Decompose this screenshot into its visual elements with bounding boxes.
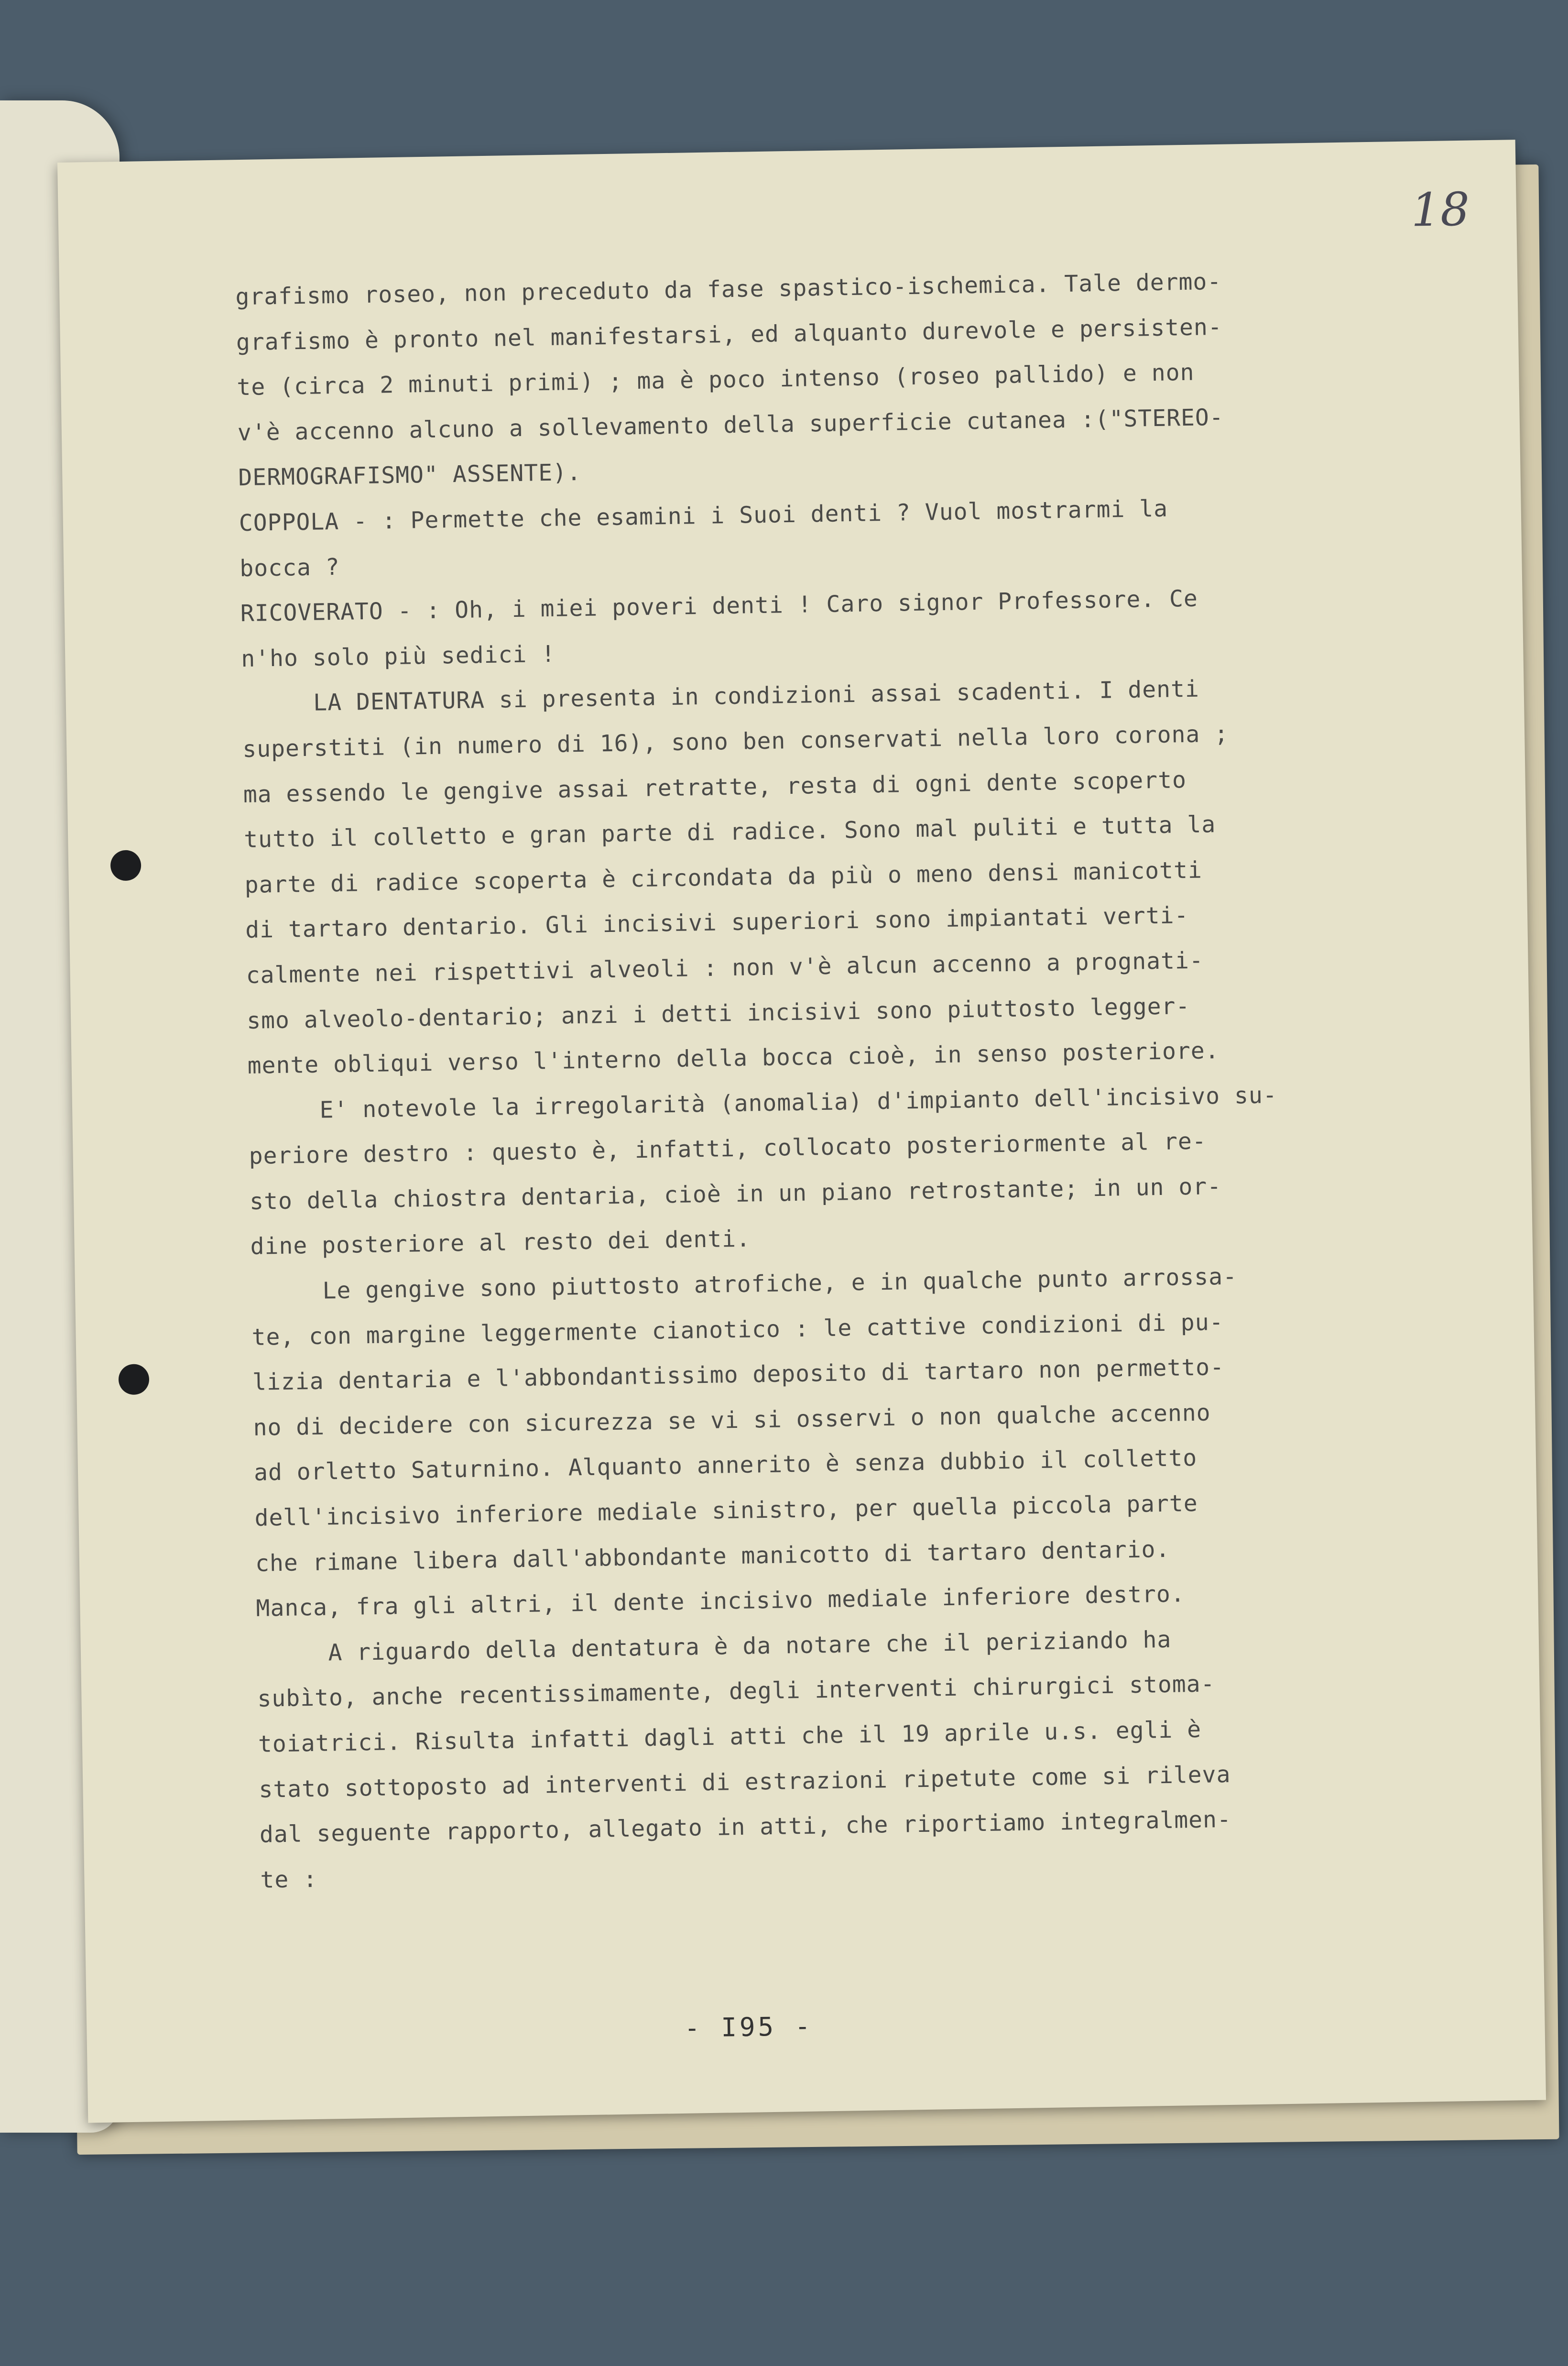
body-text: [235, 255, 1503, 1903]
text-line: superstiti (in numero di 16), sono ben conservati nella loro corona ;: [242, 720, 1229, 763]
text-line: dal seguente rapporto, allegato in atti, che riportiamo integralmen-: [259, 1806, 1232, 1848]
text-line: te, con margine leggermente cianotico : le cattive condizioni di pu-: [251, 1308, 1224, 1351]
typewritten-page: [57, 140, 1546, 2123]
text-line: subìto, anche recentissimamente, degli interventi chirurgici stoma-: [257, 1670, 1215, 1713]
text-line: sto della chiostra dentaria, cioè in un piano retrostante; in un or-: [249, 1172, 1222, 1215]
text-line: te (circa 2 minuti primi) ; ma è poco intenso (roseo pallido) e non: [236, 359, 1195, 401]
page-number: - I95 -: [684, 2011, 814, 2043]
text-line: lizia dentaria e l'abbondantissimo deposito di tartaro non permetto-: [252, 1354, 1225, 1396]
text-line: che rimane libera dall'abbondante manicotto di tartaro dentario.: [255, 1535, 1170, 1577]
text-line: Le gengive sono piuttosto atrofiche, e in qualche punto arrossa-: [250, 1263, 1238, 1305]
text-line: ad orletto Saturnino. Alquanto annerito è senza dubbio il colletto: [253, 1445, 1198, 1487]
text-line: ma essendo le gengive assai retratte, resta di ogni dente scoperto: [243, 766, 1187, 808]
text-line: E' notevole la irregolarità (anomalia) d'impianto dell'incisivo su-: [248, 1081, 1278, 1125]
text-line: grafismo roseo, non preceduto da fase spastico-ischemica. Tale dermo-: [235, 268, 1222, 311]
text-line: toiatrici. Risulta infatti dagli atti che il 19 aprile u.s. egli è: [258, 1716, 1202, 1758]
text-line: parte di radice scoperta è circondata da più o meno densi manicotti: [244, 856, 1203, 898]
text-line: grafismo è pronto nel manifestarsi, ed alquanto durevole e persisten-: [236, 313, 1223, 356]
text-line: periore destro : questo è, infatti, collocato posteriormente al re-: [249, 1128, 1207, 1170]
text-line: Manca, fra gli altri, il dente incisivo mediale inferiore destro.: [256, 1580, 1186, 1622]
text-line: COPPOLA - : Permette che esamini i Suoi denti ? Vuol mostrarmi la: [239, 495, 1168, 537]
text-line: te :: [260, 1865, 318, 1894]
punch-hole-upper: [110, 850, 142, 881]
text-line: calmente nei rispettivi alveoli : non v'è alcun accenno a prognati-: [246, 947, 1204, 989]
text-line: tutto il colletto e gran parte di radice. Sono mal puliti e tutta la: [243, 811, 1216, 854]
text-line: di tartaro dentario. Gli incisivi superiori sono impiantati verti-: [245, 902, 1189, 944]
punch-hole-lower: [118, 1364, 149, 1395]
text-line: dell'incisivo inferiore mediale sinistro, per quella piccola parte: [254, 1490, 1198, 1532]
text-line: stato sottoposto ad interventi di estrazioni ripetute come si rileva: [259, 1761, 1231, 1803]
text-line: bocca ?: [239, 553, 340, 582]
text-line: DERMOGRAFISMO" ASSENTE).: [238, 459, 582, 492]
text-line: RICOVERATO - : Oh, i miei poveri denti ! Caro signor Professore. Ce: [240, 585, 1198, 627]
text-line: dine posteriore al resto dei denti.: [250, 1225, 751, 1260]
folio-number: 18: [1411, 182, 1470, 237]
text-line: mente obliqui verso l'interno della bocca cioè, in senso posteriore.: [247, 1037, 1220, 1080]
text-line: LA DENTATURA si presenta in condizioni assai scadenti. I denti: [241, 675, 1200, 718]
text-line: A riguardo della dentatura è da notare che il periziando ha: [256, 1626, 1172, 1667]
text-line: n'ho solo più sedici !: [240, 640, 556, 672]
text-line: no di decidere con sicurezza se vi si osservi o non qualche accenno: [253, 1399, 1211, 1441]
text-line: smo alveolo-dentario; anzi i detti incisivi sono piuttosto legger-: [246, 992, 1190, 1034]
text-line: v'è accenno alcuno a sollevamento della superficie cutanea :("STEREO-: [237, 404, 1224, 446]
